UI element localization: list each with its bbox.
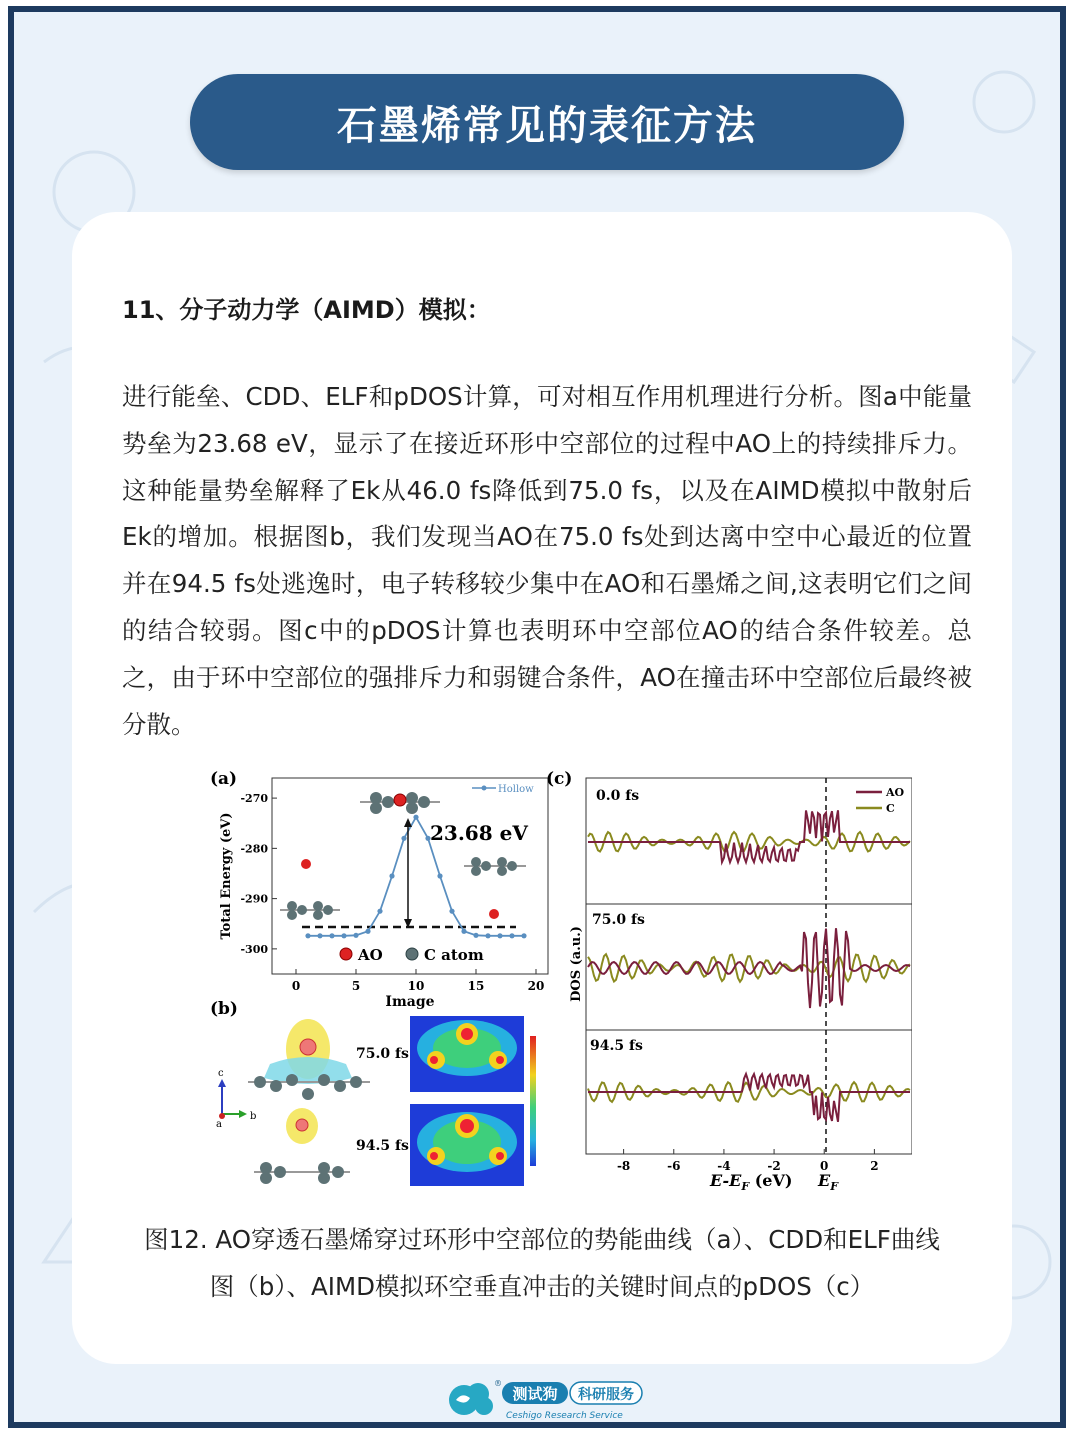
panel-a-data-point: [497, 933, 502, 938]
axis-a: a: [216, 1119, 222, 1130]
panel-a-legend-c-marker: [406, 948, 418, 960]
panel-a-data-point: [461, 929, 466, 934]
panel-a-data-point: [449, 909, 454, 914]
panel-a-data-point: [389, 873, 394, 878]
section-heading: 11、分子动力学（AIMD）模拟：: [122, 296, 491, 324]
panel-a-data-point: [329, 933, 334, 938]
title-banner: [190, 74, 904, 170]
figure-caption: [112, 1217, 972, 1310]
panel-a-legend-ao-marker: [340, 948, 352, 960]
panel-a-xtick-label: 0: [291, 979, 301, 993]
panel-c-sub-0-label: 0.0 fs: [596, 788, 640, 804]
caption-line-1: 图12. AO穿透石墨烯穿过环形中空部位的势能曲线（a）、CDD和ELF曲线: [144, 1225, 940, 1254]
panel-a-legend-marker: [482, 786, 487, 791]
panel-a-legend-c: C atom: [424, 946, 484, 964]
panel-a-ylabel: Total Energy (eV): [219, 812, 234, 940]
panel-c-xtick-label: 0: [820, 1159, 829, 1173]
panel-c-xtick-label: -8: [616, 1159, 631, 1173]
panel-c-xlabel: $E-E_F$ (eV): [710, 1171, 793, 1193]
page-title: 石墨烯常见的表征方法: [337, 102, 757, 149]
logo-name-cn: 测试狗: [512, 1385, 558, 1403]
panel-a-data-point: [305, 933, 310, 938]
panel-b-axes-triad: [216, 1068, 256, 1130]
panel-c-ef-label: $E_F$: [818, 1171, 839, 1193]
figure-12: [200, 764, 912, 1198]
content-card: [72, 212, 1012, 1364]
panel-a-xtick-label: 20: [527, 979, 545, 993]
panel-c-sub-1-label: 75.0 fs: [592, 912, 645, 928]
axis-c: c: [218, 1068, 224, 1079]
panel-a-xtick-label: 15: [467, 979, 485, 993]
panel-c-xtick-label: -4: [717, 1159, 731, 1173]
panel-b-elf-map-75fs: [410, 1016, 524, 1092]
panel-a-data-point: [485, 933, 490, 938]
panel-a-ytick-label: -290: [240, 892, 268, 906]
panel-a-xtick-label: 5: [351, 979, 361, 993]
panel-b-structure-75fs: [248, 1019, 370, 1100]
panel-a-data-point: [413, 815, 418, 820]
panel-a-data-point: [365, 929, 370, 934]
panel-a-xlabel: Image: [385, 994, 435, 1010]
panel-a-data-point: [401, 836, 406, 841]
panel-a-data-point: [509, 933, 514, 938]
panel-a-data-point: [377, 909, 382, 914]
logo-name-en: Ceshigo Research Service: [506, 1411, 623, 1421]
panel-a-data-point: [353, 933, 358, 938]
panel-a-data-point: [437, 873, 442, 878]
panel-c-sub-2-label: 94.5 fs: [590, 1038, 643, 1054]
panel-a-ytick-label: -300: [240, 942, 268, 956]
panel-a-ytick-label: -280: [240, 842, 268, 856]
logo-service-cn: 科研服务: [578, 1387, 634, 1403]
logo-registered-mark: ®: [494, 1379, 502, 1388]
panel-a-barrier-annotation: 23.68 eV: [430, 821, 528, 845]
panel-b-time-945: 94.5 fs: [356, 1138, 409, 1154]
panel-b-colorbar: [530, 1036, 536, 1166]
panel-c-label: (c): [546, 769, 573, 789]
panel-a-xtick-label: 10: [407, 979, 425, 993]
axis-b: b: [250, 1111, 257, 1122]
panel-c-xtick-label: -2: [767, 1159, 781, 1173]
panel-a-ytick-label: -270: [240, 792, 268, 806]
panel-b-structure-945fs: [254, 1108, 350, 1184]
page-frame: [8, 6, 1066, 1428]
panel-a-data-point: [521, 933, 526, 938]
panel-c-xtick-label: -6: [667, 1159, 681, 1173]
caption-line-2: 图（b）、AIMD模拟环空垂直冲击的关键时间点的pDOS（c）: [209, 1271, 875, 1301]
body-paragraph: 进行能垒、CDD、ELF和pDOS计算，可对相互作用机理进行分析。图a中能量势垒为23.68 eV，显示了在接近环形中空部位的过程中AO上的持续排斥力。这种能量势垒解释了Ek从46.0 fs降低到75.0 fs，以及在AIMD模拟中散射后Ek的增加。根据图b，我们发现当AO在75.0 fs处到达离中空中心最近的位置并在94.5 fs处逃逸时，电子转移较少集中在AO和石墨烯之间,这表明它们之间的结合较弱。图c中的pDOS计算也表明环中空部位AO的结合条件较差。总之，由于环中空部位的强排斥力和弱键合条件，AO在撞击环中空部位后最终被分散。: [122, 382, 972, 739]
panel-c-xtick-label: 2: [870, 1159, 879, 1173]
panel-c-legend-ao: AO: [886, 786, 905, 799]
brand-logo: [444, 1376, 654, 1422]
panel-a-data-point: [317, 933, 322, 938]
panel-a-label: (a): [210, 769, 238, 789]
panel-c-legend-c: C: [886, 802, 895, 815]
panel-c-ylabel: DOS (a.u.): [569, 926, 584, 1002]
panel-b-elf-map-945fs: [410, 1104, 524, 1186]
panel-a-legend-ao: AO: [358, 946, 383, 964]
panel-a-data-point: [473, 933, 478, 938]
panel-b-label: (b): [210, 999, 238, 1019]
panel-a-series-label: Hollow: [498, 784, 534, 795]
panel-a-data-point: [341, 933, 346, 938]
panel-b-time-75: 75.0 fs: [356, 1046, 409, 1062]
